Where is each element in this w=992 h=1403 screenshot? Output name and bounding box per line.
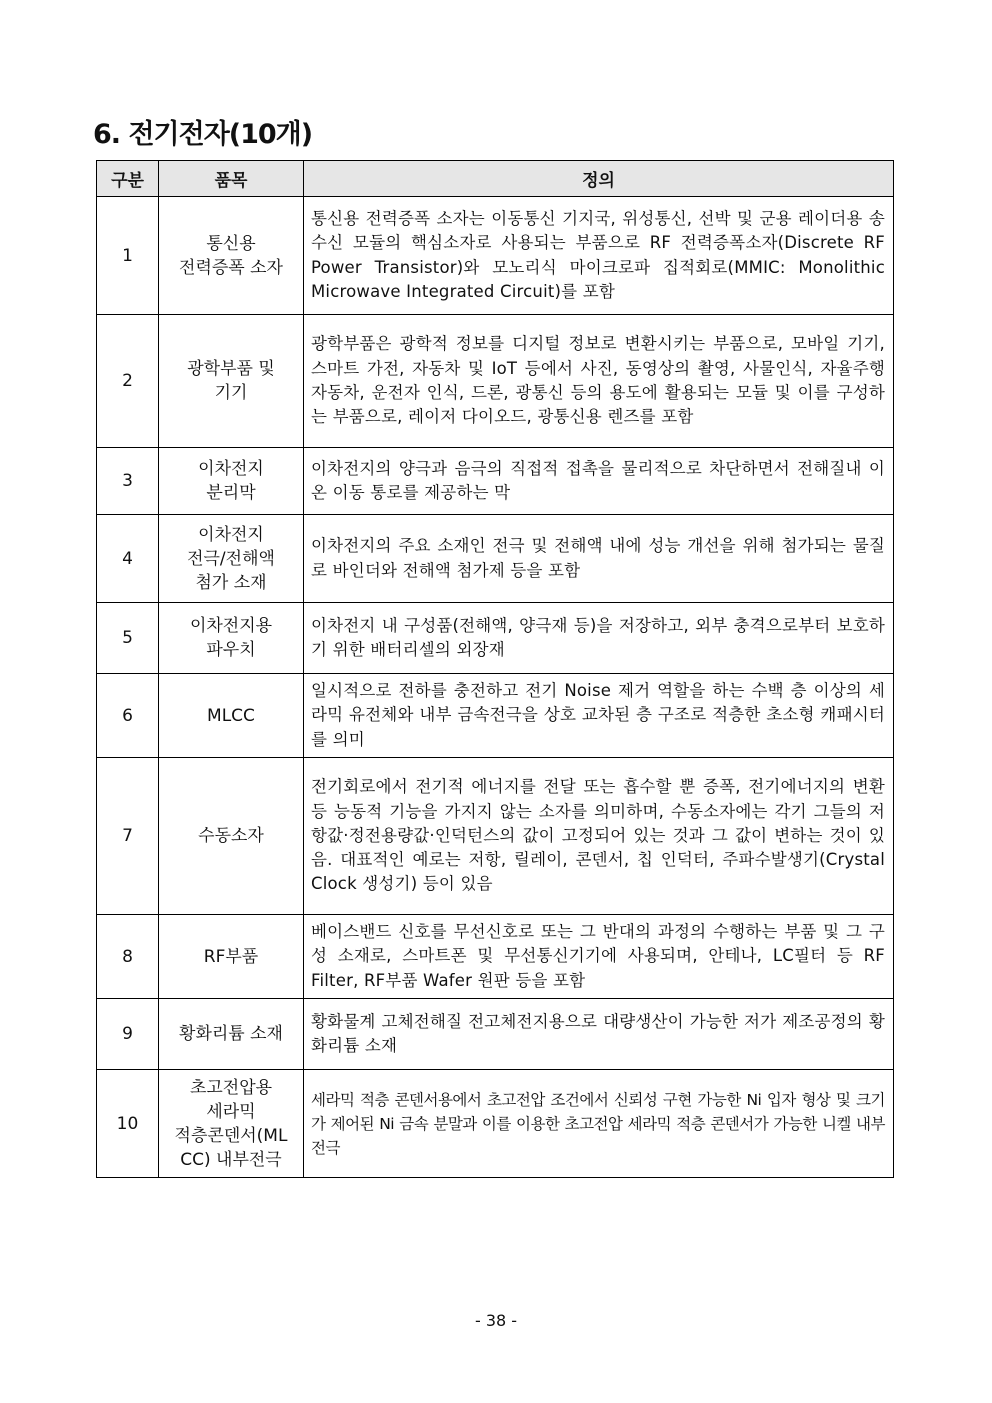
row-item: 수동소자 (159, 758, 304, 915)
row-number: 4 (97, 515, 159, 603)
row-number: 10 (97, 1070, 159, 1178)
row-definition: 세라믹 적층 콘덴서용에서 초고전압 조건에서 신뢰성 구현 가능한 Ni 입자 형상 및 크기가 제어된 Ni 금속 분말과 이를 이용한 초고전압 세라믹 적층 콘덴서가 가능한 니켈 내부전극 (304, 1070, 894, 1178)
row-item: 초고전압용 세라믹 적층콘덴서(ML CC) 내부전극 (159, 1070, 304, 1178)
row-item: 광학부품 및 기기 (159, 315, 304, 448)
row-definition: 베이스밴드 신호를 무선신호로 또는 그 반대의 과정의 수행하는 부품 및 그 구성 소재로, 스마트폰 및 무선통신기기에 사용되며, 안테나, LC필터 등 RF Filter, RF부품 Wafer 원판 등을 포함 (304, 915, 894, 999)
table-row (97, 999, 894, 1070)
table-row (97, 1070, 894, 1178)
table-row (97, 603, 894, 674)
row-number: 8 (97, 915, 159, 999)
page-number: - 38 - (474, 1311, 518, 1330)
row-definition: 이차전지의 주요 소재인 전극 및 전해액 내에 성능 개선을 위해 첨가되는 물질로 바인더와 전해액 첨가제 등을 포함 (304, 515, 894, 603)
row-number: 2 (97, 315, 159, 448)
row-definition: 이차전지의 양극과 음극의 직접적 접촉을 물리적으로 차단하면서 전해질내 이온 이동 통로를 제공하는 막 (304, 448, 894, 515)
row-item: 황화리튬 소재 (159, 999, 304, 1070)
row-definition: 일시적으로 전하를 충전하고 전기 Noise 제거 역할을 하는 수백 층 이상의 세라믹 유전체와 내부 금속전극을 상호 교차된 층 구조로 적층한 초소형 캐패시터를 의미 (304, 674, 894, 758)
row-item: 통신용 전력증폭 소자 (159, 197, 304, 315)
row-number: 5 (97, 603, 159, 674)
table-row (97, 448, 894, 515)
section-title: 6. 전기전자(10개) (93, 119, 313, 150)
table-row (97, 674, 894, 758)
row-item: 이차전지용 파우치 (159, 603, 304, 674)
row-definition: 광학부품은 광학적 정보를 디지털 정보로 변환시키는 부품으로, 모바일 기기, 스마트 가전, 자동차 및 IoT 등에서 사진, 동영상의 촬영, 사물인식, 자율주행 자동차, 운전자 인식, 드론, 광통신 등의 용도에 활용되는 모듈 및 이를 구성하는 부품으로, 레이저 다이오드, 광통신용 렌즈를 포함 (304, 315, 894, 448)
row-number: 6 (97, 674, 159, 758)
row-item: MLCC (159, 674, 304, 758)
header-item: 품목 (159, 161, 304, 197)
row-number: 1 (97, 197, 159, 315)
table-row (97, 758, 894, 915)
header-definition: 정의 (304, 161, 894, 197)
items-table (96, 160, 894, 1178)
row-definition: 통신용 전력증폭 소자는 이동통신 기지국, 위성통신, 선박 및 군용 레이더용 송수신 모듈의 핵심소자로 사용되는 부품으로 RF 전력증폭소자(Discrete RF Power Transistor)와 모노리식 마이크로파 집적회로(MMIC: Monolithic Microwave Integrated Circuit)를 포함 (304, 197, 894, 315)
row-definition: 이차전지 내 구성품(전해액, 양극재 등)을 저장하고, 외부 충격으로부터 보호하기 위한 배터리셀의 외장재 (304, 603, 894, 674)
row-definition: 전기회로에서 전기적 에너지를 전달 또는 흡수할 뿐 증폭, 전기에너지의 변환 등 능동적 기능을 가지지 않는 소자를 의미하며, 수동소자에는 각기 그들의 저항값·정전용량값·인덕턴스의 값이 고정되어 있는 것과 그 값이 변하는 것이 있음. 대표적인 예로는 저항, 릴레이, 콘덴서, 칩 인덕터, 주파수발생기(Crystal Clock 생성기) 등이 있음 (304, 758, 894, 915)
table-row (97, 197, 894, 315)
row-item: RF부품 (159, 915, 304, 999)
row-number: 7 (97, 758, 159, 915)
row-number: 9 (97, 999, 159, 1070)
table-header-row (97, 161, 894, 197)
table-row (97, 315, 894, 448)
table-row (97, 515, 894, 603)
row-number: 3 (97, 448, 159, 515)
row-item: 이차전지 전극/전해액 첨가 소재 (159, 515, 304, 603)
row-item: 이차전지 분리막 (159, 448, 304, 515)
row-definition: 황화물계 고체전해질 전고체전지용으로 대량생산이 가능한 저가 제조공정의 황화리튬 소재 (304, 999, 894, 1070)
header-division: 구분 (97, 161, 159, 197)
table-row (97, 915, 894, 999)
